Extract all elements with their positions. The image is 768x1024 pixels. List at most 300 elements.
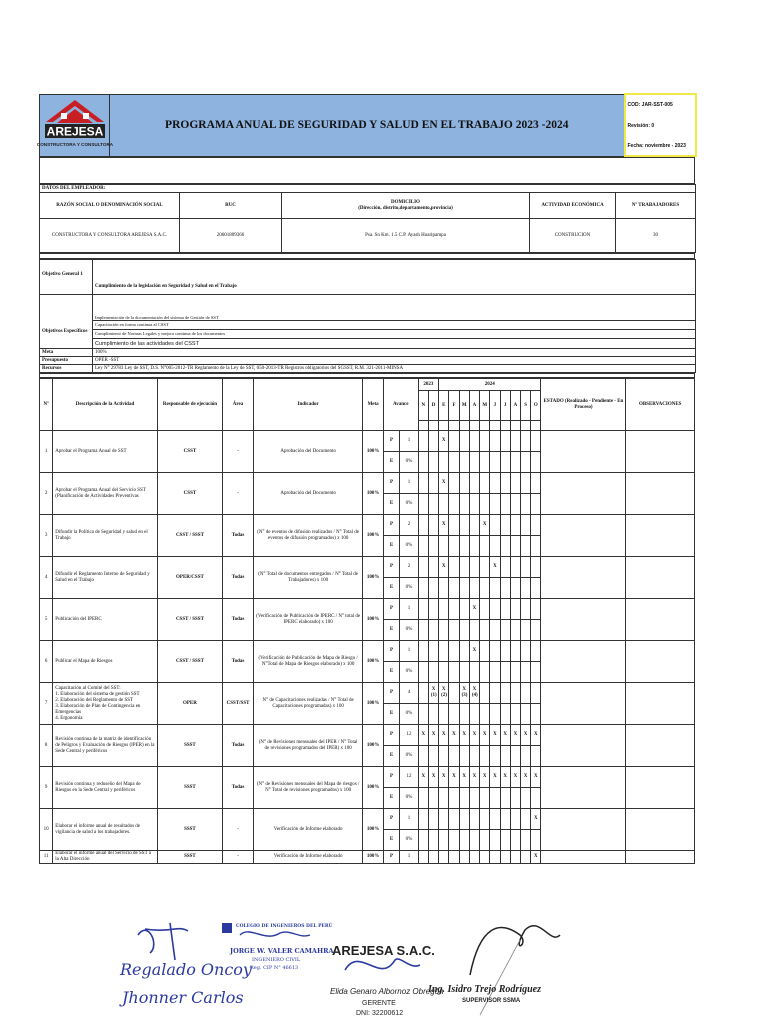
executed-month-mark [469,788,479,809]
planned-month-mark [459,557,469,578]
activity-area: Todas [223,515,254,557]
col-resp: Responsable de ejecución [157,379,223,431]
activity-number: 6 [40,641,53,683]
svg-text:JORGE W. VALER CAMAHRA: JORGE W. VALER CAMAHRA [230,947,334,955]
activity-row [40,599,695,620]
executed-month-mark [480,452,490,473]
activity-area: - [223,473,254,515]
planned-month-mark [490,431,500,452]
month-header: M [480,391,490,421]
ruc-value: 20601809366 [180,219,282,253]
executed-month-mark [439,452,449,473]
col-trabajadores: Nº TRABAJADORES [616,193,696,219]
activity-number: 8 [40,725,53,767]
planned-month-mark [521,683,531,704]
planned-month-mark: X [480,515,490,536]
executed-month-mark [439,494,449,515]
planned-month-mark: X [439,515,449,536]
svg-text:COLEGIO DE INGENIEROS DEL PERÚ: COLEGIO DE INGENIEROS DEL PERÚ [236,924,333,929]
activity-description: Aprobar el Programa Anual del Servicio SST (Planificación de Actividades Preventivas [53,473,157,515]
planned-month-mark [449,515,459,536]
planned-month-mark: X [439,431,449,452]
svg-text:CONSTRUCTORA Y CONSULTORA: CONSTRUCTORA Y CONSULTORA [36,142,113,147]
planned-month-mark [510,851,520,864]
executed-month-mark [510,788,520,809]
activity-area: - [223,431,254,473]
executed-month-mark [510,536,520,557]
month-blank [531,421,541,431]
signatures-area [0,915,768,1024]
planned-month-mark [428,473,438,494]
executed-percent: 0% [400,578,418,599]
spacer [39,157,695,184]
activity-description: Revisión continua y reduseño del Mapa de Riesgos en la Sede Central y periféricos [53,767,157,809]
planned-month-mark [510,641,520,662]
activity-row [40,515,695,536]
executed-month-mark [459,578,469,599]
activity-row [40,431,695,452]
activity-observaciones [626,473,695,515]
executed-month-mark [510,578,520,599]
executed-month-mark [490,494,500,515]
objetivo-general-text: Cumplimiento de la legislación en Seguridad y Salud en el Trabajo [93,260,696,295]
objetivos-especificos-label: Objetivos Específicos [40,295,93,349]
planned-month-mark [418,809,428,830]
employer-section-label: DATOS DEL EMPLEADOR: [40,185,696,193]
activity-estado [541,515,626,557]
activity-description: Elaborar el informe anual de resultados de vigilancia de salud a los trabajadores. [53,809,157,851]
planned-month-mark: X [439,557,449,578]
planned-month-mark [469,515,479,536]
logo-cell [36,94,113,156]
activity-number: 11 [40,851,53,864]
executed-month-mark [500,746,510,767]
executed-month-mark [490,746,500,767]
planned-month-mark [449,809,459,830]
planned-month-mark [500,431,510,452]
planned-month-mark [490,641,500,662]
planned-month-mark [490,515,500,536]
col-actividad: ACTIVIDAD ECONÓMICA [530,193,616,219]
activity-observaciones [626,809,695,851]
executed-month-mark [531,536,541,557]
month-blank [469,421,479,431]
planned-month-mark [418,851,428,864]
executed-month-mark [418,494,428,515]
activity-responsable: CSST [157,431,223,473]
activity-area: - [223,809,254,851]
activity-observaciones [626,683,695,725]
planned-month-mark [521,515,531,536]
executed-month-mark [500,830,510,851]
activity-meta: 100% [363,431,383,473]
activity-description: Difundir la Política de Seguridad y salud en el Trabajo [53,515,157,557]
planned-month-mark [459,473,469,494]
executed-month-mark [521,578,531,599]
planned-month-mark: X [428,725,438,746]
planned-month-mark [428,809,438,830]
executed-month-mark [521,830,531,851]
col-year-2024: 2024 [439,379,541,391]
month-header: O [531,391,541,421]
month-header: E [439,391,449,421]
page-title: PROGRAMA ANUAL DE SEGURIDAD Y SALUD EN EL TRABAJO 2023 -2024 [110,94,625,156]
executed-month-mark [510,620,520,641]
svg-text:Elida Genaro Albornoz Obregón: Elida Genaro Albornoz Obregón [330,987,444,996]
planned-label: P [383,851,399,864]
activity-observaciones [626,851,695,864]
executed-percent: 0% [400,494,418,515]
planned-month-mark [490,599,500,620]
executed-month-mark [449,662,459,683]
activity-number: 2 [40,473,53,515]
planned-month-mark: X [531,725,541,746]
planned-month-mark: X (3) [459,683,469,704]
planned-label: P [383,725,399,746]
executed-month-mark [480,620,490,641]
executed-month-mark [500,494,510,515]
svg-text:AREJESA: AREJESA [46,124,103,139]
executed-month-mark [459,662,469,683]
planned-month-mark [449,851,459,864]
activity-indicador: (Verificación de Publicación de IPERC / N° total de IPERC elaborado) x 100 [253,599,363,641]
activity-description: Publicación del IPERC [53,599,157,641]
planned-month-mark [490,851,500,864]
executed-month-mark [531,830,541,851]
executed-month-mark [480,536,490,557]
planned-month-mark: X (1) [428,683,438,704]
planned-month-mark: X [490,725,500,746]
planned-month-mark: X [418,767,428,788]
planned-label: P [383,431,399,452]
executed-month-mark [469,662,479,683]
executed-label: E [383,704,399,725]
month-blank [510,421,520,431]
planned-count: 1 [400,431,418,452]
planned-month-mark [469,851,479,864]
planned-month-mark [531,557,541,578]
executed-label: E [383,662,399,683]
planned-month-mark [500,641,510,662]
executed-month-mark [521,620,531,641]
executed-month-mark [531,494,541,515]
activity-responsable: SSST [157,809,223,851]
svg-text:Jhonner Carlos: Jhonner Carlos [122,988,244,1007]
planned-month-mark [418,683,428,704]
executed-month-mark [439,578,449,599]
executed-month-mark [521,452,531,473]
activity-estado [541,725,626,767]
planned-month-mark [490,809,500,830]
planned-month-mark [521,473,531,494]
doc-code: COD: JAR-SST-005 [627,101,673,108]
executed-month-mark [510,494,520,515]
col-razon: RAZÓN SOCIAL O DENOMINACIÓN SOCIAL [40,193,180,219]
svg-text:Ing. Isidro Trejo Rodríguez: Ing. Isidro Trejo Rodríguez [428,984,541,995]
month-blank [521,421,531,431]
month-blank [418,421,428,431]
col-observaciones: OBSERVACIONES [626,379,695,431]
planned-count: 1 [400,641,418,662]
planned-month-mark [480,641,490,662]
executed-month-mark [418,704,428,725]
planned-month-mark [418,473,428,494]
planned-label: P [383,641,399,662]
planned-month-mark [459,515,469,536]
executed-label: E [383,578,399,599]
executed-month-mark [459,452,469,473]
executed-month-mark [490,536,500,557]
executed-month-mark [418,662,428,683]
month-header: J [490,391,500,421]
planned-month-mark [428,515,438,536]
activity-responsable: SSST [157,767,223,809]
executed-month-mark [510,746,520,767]
planned-label: P [383,599,399,620]
executed-month-mark [521,494,531,515]
planned-month-mark: X [480,725,490,746]
planned-month-mark [428,431,438,452]
planned-month-mark: X [521,725,531,746]
month-blank [490,421,500,431]
planned-month-mark: X [500,725,510,746]
presupuesto-value: OPER -SST [93,357,696,365]
doc-revision: Revisión: 0 [627,122,655,129]
executed-month-mark [510,662,520,683]
planned-label: P [383,683,399,704]
planned-month-mark: X [531,767,541,788]
activity-estado [541,641,626,683]
objetivo-especifico: Cumplimiento de Normas Legales y mejora continua de los documentos [93,330,696,339]
month-header: F [449,391,459,421]
planned-count: 12 [400,767,418,788]
executed-month-mark [428,494,438,515]
executed-percent: 0% [400,662,418,683]
planned-month-mark [439,851,449,864]
executed-month-mark [521,788,531,809]
planned-month-mark [459,641,469,662]
executed-label: E [383,830,399,851]
executed-month-mark [490,704,500,725]
col-meta: Meta [363,379,383,431]
executed-percent: 0% [400,704,418,725]
employer-table [39,184,696,253]
executed-month-mark [521,536,531,557]
activity-row [40,851,695,864]
executed-month-mark [439,746,449,767]
executed-month-mark [459,746,469,767]
objetivo-especifico: Cumplimiento de las actividades del CSST [93,339,696,349]
executed-month-mark [418,452,428,473]
planned-month-mark: X [449,725,459,746]
activity-description: Publicar el Mapa de Riesgos [53,641,157,683]
executed-month-mark [418,620,428,641]
month-header: A [469,391,479,421]
planned-month-mark [418,515,428,536]
svg-text:Reg. CIP N° 46613: Reg. CIP N° 46613 [250,965,299,971]
executed-month-mark [490,830,500,851]
executed-percent: 0% [400,452,418,473]
activity-indicador: (Verificación de Publicación de Mapa de Riesgo / N°Total de Mapa de Riesgos elaborado) x 100 [253,641,363,683]
executed-month-mark [418,746,428,767]
executed-month-mark [449,704,459,725]
planned-month-mark: X [531,851,541,864]
planned-month-mark: X [459,767,469,788]
executed-percent: 0% [400,830,418,851]
month-header: M [459,391,469,421]
activity-observaciones [626,725,695,767]
activity-observaciones [626,641,695,683]
planned-month-mark [418,431,428,452]
planned-month-mark [459,431,469,452]
planned-month-mark [469,473,479,494]
planned-month-mark [500,557,510,578]
executed-label: E [383,746,399,767]
planned-month-mark [469,431,479,452]
activity-meta: 100% [363,725,383,767]
executed-month-mark [428,662,438,683]
activity-meta: 100% [363,557,383,599]
activity-row [40,641,695,662]
planned-month-mark [521,557,531,578]
doc-meta [625,94,696,156]
activity-area: CSST/SST [223,683,254,725]
executed-percent: 0% [400,620,418,641]
activity-estado [541,683,626,725]
month-blank [480,421,490,431]
month-blank [428,421,438,431]
activity-responsable: OPER [157,683,223,725]
planned-month-mark [459,809,469,830]
activity-row [40,557,695,578]
activity-estado [541,431,626,473]
executed-month-mark [500,704,510,725]
planned-month-mark [510,809,520,830]
executed-month-mark [500,788,510,809]
planned-month-mark [500,683,510,704]
activities-table [39,378,695,864]
activity-observaciones [626,599,695,641]
executed-month-mark [449,830,459,851]
executed-month-mark [521,746,531,767]
executed-month-mark [439,788,449,809]
executed-month-mark [531,452,541,473]
svg-text:GERENTE: GERENTE [362,1000,396,1007]
activity-description: Difundir el Reglamento Interno de Seguridad y Salud en el Trabajo [53,557,157,599]
planned-month-mark [418,557,428,578]
planned-label: P [383,767,399,788]
planned-month-mark: X [439,725,449,746]
executed-label: E [383,620,399,641]
planned-month-mark [510,683,520,704]
executed-month-mark [521,662,531,683]
col-year-2023: 2023 [418,379,438,391]
planned-month-mark [480,809,490,830]
activity-indicador: (N° de Revisiones mensuales del IPER / N° Total de revisiones programados del IPER) x 100 [253,725,363,767]
planned-month-mark: X [490,767,500,788]
col-estado: ESTADO (Realizado - Pendiente - En Proceso) [541,379,626,431]
activity-meta: 100% [363,599,383,641]
activity-indicador: Verificación de Informe elaborado [253,809,363,851]
activity-area: Todas [223,767,254,809]
executed-month-mark [459,620,469,641]
company-stamp [330,943,444,1017]
executed-month-mark [428,452,438,473]
planned-month-mark [500,473,510,494]
month-header: S [521,391,531,421]
executed-month-mark [428,620,438,641]
activity-meta: 100% [363,767,383,809]
actividad-value: CONSTRUCION [530,219,616,253]
executed-month-mark [418,788,428,809]
executed-month-mark [531,578,541,599]
planned-month-mark: X [439,767,449,788]
month-blank [449,421,459,431]
activity-responsable: CSST / SSST [157,515,223,557]
planned-month-mark: X [531,809,541,830]
svg-text:AREJESA S.A.C.: AREJESA S.A.C. [332,943,435,958]
month-header: A [510,391,520,421]
activity-area: - [223,851,254,864]
planned-label: P [383,515,399,536]
activity-description: Revisión continua de la matriz de identificación de Peligros y Evaluación de Riesgos (IPER) en la Sede Central y periféricos [53,725,157,767]
svg-text:Regalado Oncoy: Regalado Oncoy [120,960,252,979]
signature-3 [427,926,560,1015]
objetivo-general-label: Objetivo General 1 [40,260,93,295]
executed-month-mark [469,830,479,851]
planned-month-mark [531,473,541,494]
executed-month-mark [428,704,438,725]
planned-month-mark [531,431,541,452]
planned-month-mark: X [469,725,479,746]
activity-number: 5 [40,599,53,641]
planned-month-mark [449,431,459,452]
executed-month-mark [459,704,469,725]
planned-month-mark: X [449,767,459,788]
planned-month-mark [490,473,500,494]
planned-month-mark: X [500,767,510,788]
planned-month-mark [469,557,479,578]
planned-month-mark: X (4) [469,683,479,704]
col-avance: Avance [383,379,418,431]
activity-description: Capacitación al Comité del SST: 1. Elaboración del sistema de gestión SST 2. Elaboración del Reglamento de SST 3. Elaboración de Plan de Contingencia en Emergencias 4. Ergonomía [53,683,157,725]
planned-month-mark [510,431,520,452]
planned-count: 4 [400,683,418,704]
planned-label: P [383,809,399,830]
planned-month-mark [439,599,449,620]
executed-month-mark [490,620,500,641]
executed-month-mark [500,578,510,599]
planned-month-mark: X [469,641,479,662]
objetivo-especifico: Capacitación en forma continua al CSST [93,321,696,330]
meta-value: 100% [93,349,696,357]
svg-text:DNI: 32200612: DNI: 32200612 [356,1010,404,1017]
activity-indicador: Aprobación del Documento [253,473,363,515]
executed-month-mark [449,536,459,557]
executed-month-mark [449,578,459,599]
activity-row [40,473,695,494]
executed-month-mark [521,704,531,725]
executed-month-mark [469,746,479,767]
executed-label: E [383,452,399,473]
planned-month-mark [521,599,531,620]
activity-row [40,683,695,704]
trabajadores-value: 30 [616,219,696,253]
executed-month-mark [480,662,490,683]
planned-count: 2 [400,557,418,578]
planned-month-mark [510,473,520,494]
activity-indicador: (N° de Revisiones mensuales del Mapa de riesgos / N° Total de revisiones programados) x 100 [253,767,363,809]
